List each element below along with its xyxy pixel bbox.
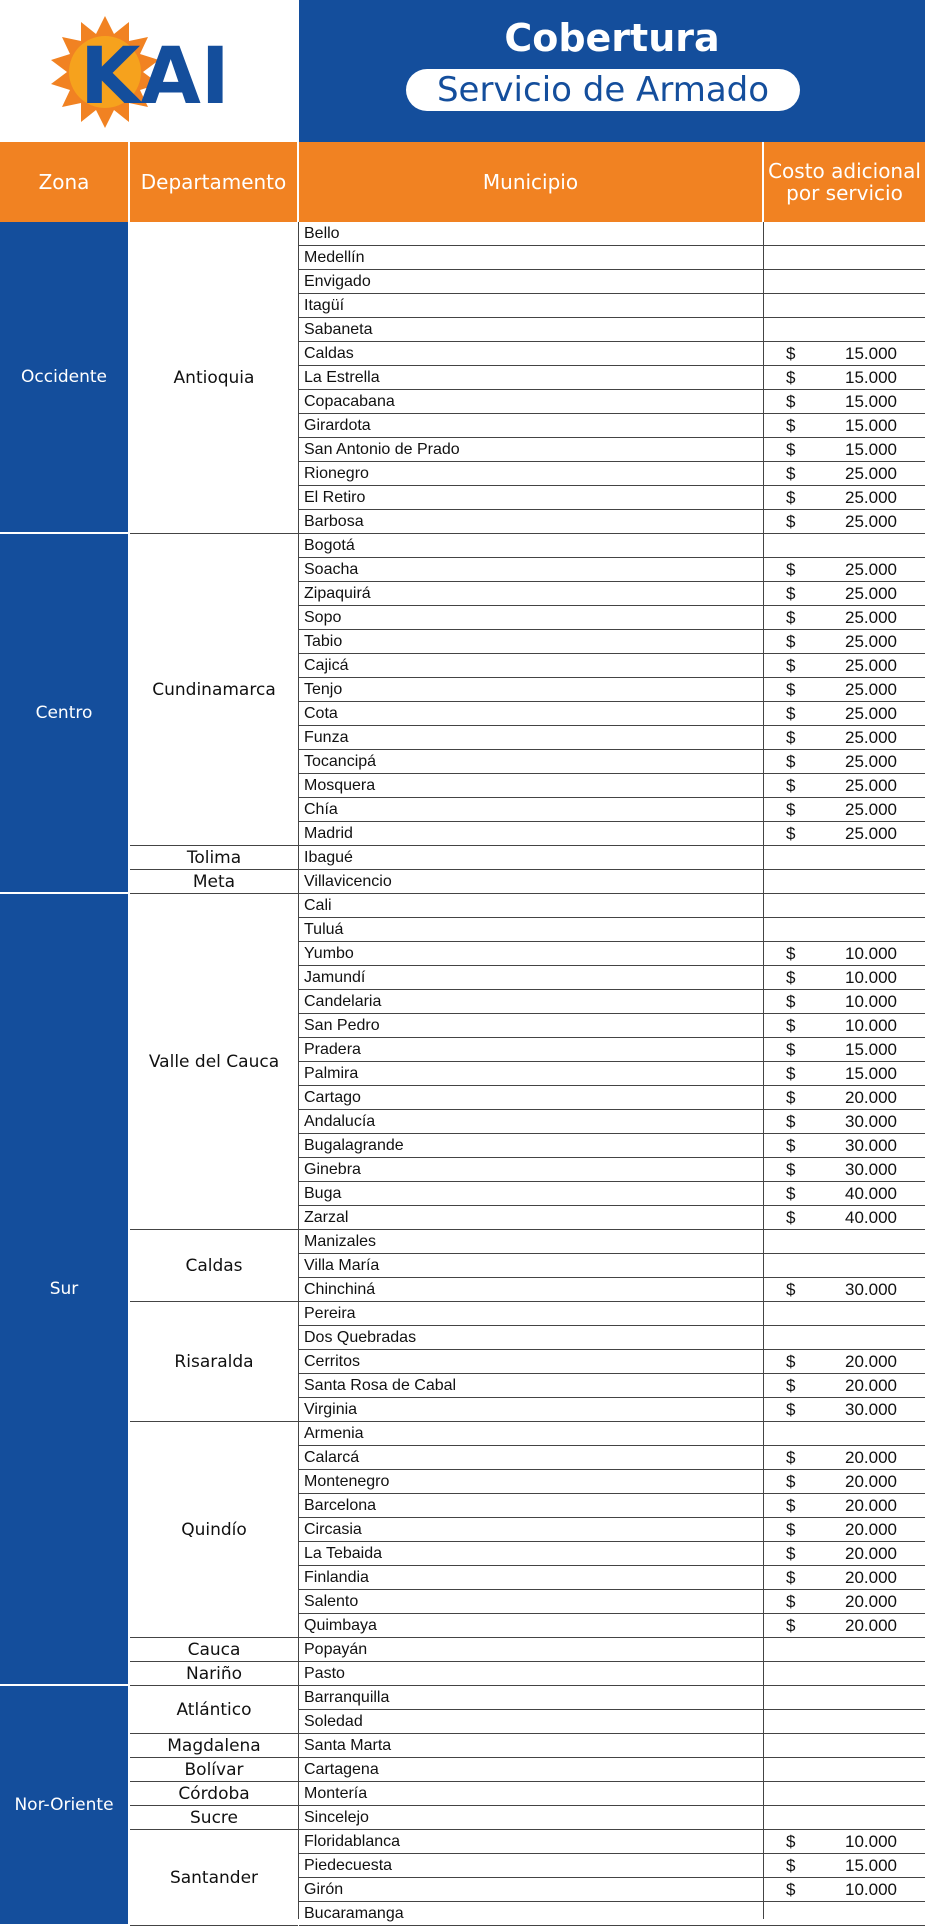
table-row xyxy=(299,1446,925,1470)
currency-symbol: $ xyxy=(786,680,796,699)
table-row xyxy=(299,342,925,366)
table-row xyxy=(299,1758,925,1782)
table-row xyxy=(299,1254,925,1278)
municipio-cell: Copacabana xyxy=(304,393,395,410)
cost-cell: 20.000 xyxy=(845,1088,897,1107)
municipio-cell: Funza xyxy=(304,729,349,746)
column-header-zona: Zona xyxy=(0,142,130,222)
cost-cell: 15.000 xyxy=(845,392,897,411)
currency-symbol: $ xyxy=(786,344,796,363)
table-row xyxy=(299,582,925,606)
municipio-cell: Armenia xyxy=(304,1425,364,1442)
cost-cell: 20.000 xyxy=(845,1592,897,1611)
currency-symbol: $ xyxy=(786,1496,796,1515)
municipio-cell: Sincelejo xyxy=(304,1809,369,1826)
table-row xyxy=(299,1614,925,1638)
divider-municipio xyxy=(298,222,299,1919)
table-row xyxy=(299,1470,925,1494)
column-header-costo: Costo adicional por servicio xyxy=(764,142,925,222)
zone-cell: Nor-Oriente xyxy=(0,1686,128,1926)
table-row xyxy=(299,726,925,750)
table-row xyxy=(299,1302,925,1326)
table-row xyxy=(299,294,925,318)
table-row xyxy=(299,750,925,774)
municipio-cell: Finlandia xyxy=(304,1569,369,1586)
currency-symbol: $ xyxy=(786,1568,796,1587)
municipio-cell: San Pedro xyxy=(304,1017,380,1034)
municipio-cell: Pradera xyxy=(304,1041,361,1058)
cost-cell: 10.000 xyxy=(845,968,897,987)
logo-text: KAI xyxy=(80,32,230,122)
currency-symbol: $ xyxy=(786,656,796,675)
currency-symbol: $ xyxy=(786,584,796,603)
municipio-cell: Soledad xyxy=(304,1713,363,1730)
cost-cell: 20.000 xyxy=(845,1352,897,1371)
currency-symbol: $ xyxy=(786,1544,796,1563)
municipio-cell: Cota xyxy=(304,705,338,722)
table-row xyxy=(299,894,925,918)
currency-symbol: $ xyxy=(786,1448,796,1467)
cost-cell: 20.000 xyxy=(845,1616,897,1635)
currency-symbol: $ xyxy=(786,992,796,1011)
currency-symbol: $ xyxy=(786,1160,796,1179)
table-row xyxy=(299,486,925,510)
cost-cell: 20.000 xyxy=(845,1520,897,1539)
municipio-cell: Cartagena xyxy=(304,1761,379,1778)
currency-symbol: $ xyxy=(786,1208,796,1227)
municipio-cell: Pereira xyxy=(304,1305,356,1322)
table-row xyxy=(299,990,925,1014)
currency-symbol: $ xyxy=(786,488,796,507)
department-cell: Meta xyxy=(130,870,298,894)
table-row xyxy=(299,1062,925,1086)
municipio-cell: Envigado xyxy=(304,273,371,290)
table-row xyxy=(299,798,925,822)
municipio-cell: Virginia xyxy=(304,1401,358,1418)
table-row xyxy=(299,1038,925,1062)
currency-symbol: $ xyxy=(786,704,796,723)
municipio-cell: Bogotá xyxy=(304,537,355,554)
department-cell: Risaralda xyxy=(130,1302,298,1422)
cost-cell: 40.000 xyxy=(845,1208,897,1227)
table-row xyxy=(299,942,925,966)
table-row xyxy=(299,1518,925,1542)
zone-cell: Occidente xyxy=(0,222,128,534)
table-row xyxy=(299,1158,925,1182)
column-header-departamento: Departamento xyxy=(130,142,299,222)
municipio-cell: Cajicá xyxy=(304,657,349,674)
table-row xyxy=(299,1854,925,1878)
municipio-cell: Tenjo xyxy=(304,681,343,698)
cost-cell: 30.000 xyxy=(845,1136,897,1155)
table-row xyxy=(299,558,925,582)
municipio-cell: Soacha xyxy=(304,561,359,578)
municipio-cell: Zipaquirá xyxy=(304,585,371,602)
table-row xyxy=(299,1350,925,1374)
municipio-cell: Ginebra xyxy=(304,1161,361,1178)
cost-cell: 10.000 xyxy=(845,992,897,1011)
table-row xyxy=(299,1110,925,1134)
municipio-cell: Tocancipá xyxy=(304,753,377,770)
currency-symbol: $ xyxy=(786,1088,796,1107)
municipio-cell: Santa Rosa de Cabal xyxy=(304,1377,457,1394)
currency-symbol: $ xyxy=(786,1184,796,1203)
department-cell: Cauca xyxy=(130,1638,298,1662)
municipio-cell: Piedecuesta xyxy=(304,1857,393,1874)
municipio-cell: La Estrella xyxy=(304,369,380,386)
table-row xyxy=(299,1782,925,1806)
cost-cell: 15.000 xyxy=(845,344,897,363)
cost-cell: 25.000 xyxy=(845,728,897,747)
cost-cell: 20.000 xyxy=(845,1376,897,1395)
municipio-cell: Floridablanca xyxy=(304,1833,401,1850)
cost-cell: 30.000 xyxy=(845,1160,897,1179)
municipio-cell: Bucaramanga xyxy=(304,1905,404,1922)
table-row xyxy=(299,1206,925,1230)
municipio-cell: Quimbaya xyxy=(304,1617,377,1634)
currency-symbol: $ xyxy=(786,1832,796,1851)
municipio-cell: Montenegro xyxy=(304,1473,390,1490)
table-row xyxy=(299,1806,925,1830)
table-row xyxy=(299,366,925,390)
zone-cell: Sur xyxy=(0,894,128,1686)
department-cell: Córdoba xyxy=(130,1782,298,1806)
department-cell: Valle del Cauca xyxy=(130,894,298,1230)
table-row xyxy=(299,702,925,726)
municipio-cell: Madrid xyxy=(304,825,353,842)
municipio-cell: Bugalagrande xyxy=(304,1137,404,1154)
currency-symbol: $ xyxy=(786,1856,796,1875)
page-title: Cobertura xyxy=(504,16,720,60)
table-row xyxy=(299,414,925,438)
currency-symbol: $ xyxy=(786,464,796,483)
department-cell: Sucre xyxy=(130,1806,298,1830)
table-row xyxy=(299,1494,925,1518)
municipio-cell: Calarcá xyxy=(304,1449,360,1466)
logo-area xyxy=(0,0,299,142)
currency-symbol: $ xyxy=(786,728,796,747)
table-row xyxy=(299,1542,925,1566)
currency-symbol: $ xyxy=(786,368,796,387)
currency-symbol: $ xyxy=(786,1016,796,1035)
department-cell: Atlántico xyxy=(130,1686,298,1734)
currency-symbol: $ xyxy=(786,800,796,819)
cost-cell: 20.000 xyxy=(845,1472,897,1491)
table-row xyxy=(299,918,925,942)
cost-cell: 15.000 xyxy=(845,1856,897,1875)
table-row xyxy=(299,1422,925,1446)
currency-symbol: $ xyxy=(786,968,796,987)
currency-symbol: $ xyxy=(786,1352,796,1371)
cost-cell: 15.000 xyxy=(845,440,897,459)
currency-symbol: $ xyxy=(786,608,796,627)
cost-cell: 40.000 xyxy=(845,1184,897,1203)
municipio-cell: Barcelona xyxy=(304,1497,377,1514)
department-cell: Nariño xyxy=(130,1662,298,1686)
department-cell: Antioquia xyxy=(130,222,298,534)
cost-cell: 25.000 xyxy=(845,704,897,723)
municipio-cell: Chía xyxy=(304,801,338,818)
cost-cell: 25.000 xyxy=(845,800,897,819)
municipio-cell: Yumbo xyxy=(304,945,354,962)
currency-symbol: $ xyxy=(786,1376,796,1395)
table-row xyxy=(299,1662,925,1686)
cost-cell: 25.000 xyxy=(845,560,897,579)
currency-symbol: $ xyxy=(786,1040,796,1059)
divider-costo xyxy=(763,222,764,1919)
cost-cell: 25.000 xyxy=(845,608,897,627)
currency-symbol: $ xyxy=(786,824,796,843)
table-row xyxy=(299,846,925,870)
table-row xyxy=(299,1590,925,1614)
municipio-cell: Tuluá xyxy=(304,921,344,938)
currency-symbol: $ xyxy=(786,1592,796,1611)
table-row xyxy=(299,318,925,342)
currency-symbol: $ xyxy=(786,1136,796,1155)
municipio-cell: San Antonio de Prado xyxy=(304,441,460,458)
municipio-cell: Sopo xyxy=(304,609,342,626)
currency-symbol: $ xyxy=(786,440,796,459)
cost-cell: 30.000 xyxy=(845,1400,897,1419)
table-row xyxy=(299,1230,925,1254)
municipio-cell: El Retiro xyxy=(304,489,366,506)
municipio-cell: Cali xyxy=(304,897,332,914)
column-header-municipio: Municipio xyxy=(299,142,764,222)
municipio-cell: Villa María xyxy=(304,1257,380,1274)
cost-cell: 10.000 xyxy=(845,1880,897,1899)
municipio-cell: Villavicencio xyxy=(304,873,392,890)
cost-cell: 30.000 xyxy=(845,1112,897,1131)
table-row xyxy=(299,1710,925,1734)
department-cell: Magdalena xyxy=(130,1734,298,1758)
municipio-cell: Rionegro xyxy=(304,465,369,482)
table-row xyxy=(299,246,925,270)
table-row xyxy=(299,1566,925,1590)
table-row xyxy=(299,1878,925,1902)
cost-cell: 20.000 xyxy=(845,1568,897,1587)
zone-cell: Centro xyxy=(0,534,128,894)
currency-symbol: $ xyxy=(786,776,796,795)
department-cell: Bolívar xyxy=(130,1758,298,1782)
cost-cell: 25.000 xyxy=(845,488,897,507)
municipio-cell: Mosquera xyxy=(304,777,376,794)
cost-cell: 10.000 xyxy=(845,1016,897,1035)
table-row xyxy=(299,678,925,702)
municipio-cell: Tabio xyxy=(304,633,343,650)
table-row xyxy=(299,1398,925,1422)
table-row xyxy=(299,606,925,630)
cost-cell: 25.000 xyxy=(845,512,897,531)
municipio-cell: Pasto xyxy=(304,1665,345,1682)
table-row xyxy=(299,870,925,894)
department-cell: Cundinamarca xyxy=(130,534,298,846)
municipio-cell: Jamundí xyxy=(304,969,366,986)
municipio-cell: La Tebaida xyxy=(304,1545,382,1562)
table-row xyxy=(299,1014,925,1038)
currency-symbol: $ xyxy=(786,392,796,411)
department-cell: Tolima xyxy=(130,846,298,870)
cost-cell: 20.000 xyxy=(845,1544,897,1563)
table-row xyxy=(299,1182,925,1206)
kai-logo xyxy=(0,0,299,142)
currency-symbol: $ xyxy=(786,1112,796,1131)
cost-cell: 25.000 xyxy=(845,656,897,675)
currency-symbol: $ xyxy=(786,416,796,435)
cost-cell: 10.000 xyxy=(845,944,897,963)
table-row xyxy=(299,1638,925,1662)
municipio-cell: Caldas xyxy=(304,345,354,362)
municipio-cell: Medellín xyxy=(304,249,365,266)
municipio-cell: Palmira xyxy=(304,1065,359,1082)
municipio-cell: Chinchiná xyxy=(304,1281,376,1298)
municipio-cell: Girardota xyxy=(304,417,371,434)
table-row xyxy=(299,630,925,654)
table-row xyxy=(299,510,925,534)
municipio-cell: Zarzal xyxy=(304,1209,349,1226)
municipio-cell: Salento xyxy=(304,1593,359,1610)
municipio-cell: Barbosa xyxy=(304,513,364,530)
currency-symbol: $ xyxy=(786,944,796,963)
municipio-cell: Popayán xyxy=(304,1641,368,1658)
table-row xyxy=(299,1734,925,1758)
table-row xyxy=(299,966,925,990)
cost-cell: 25.000 xyxy=(845,632,897,651)
table-row xyxy=(299,1086,925,1110)
municipio-cell: Girón xyxy=(304,1881,344,1898)
table-row xyxy=(299,1278,925,1302)
department-cell: Quindío xyxy=(130,1422,298,1638)
title-area xyxy=(299,0,925,142)
cost-cell: 20.000 xyxy=(845,1448,897,1467)
cost-cell: 25.000 xyxy=(845,824,897,843)
currency-symbol: $ xyxy=(786,1400,796,1419)
table-row xyxy=(299,222,925,246)
municipio-cell: Cerritos xyxy=(304,1353,361,1370)
currency-symbol: $ xyxy=(786,1064,796,1083)
municipio-cell: Santa Marta xyxy=(304,1737,392,1754)
cost-cell: 25.000 xyxy=(845,464,897,483)
table-row xyxy=(299,1686,925,1710)
currency-symbol: $ xyxy=(786,1880,796,1899)
currency-symbol: $ xyxy=(786,752,796,771)
currency-symbol: $ xyxy=(786,1616,796,1635)
cost-cell: 15.000 xyxy=(845,416,897,435)
currency-symbol: $ xyxy=(786,1472,796,1491)
cost-cell: 30.000 xyxy=(845,1280,897,1299)
municipio-cell: Sabaneta xyxy=(304,321,373,338)
cost-cell: 15.000 xyxy=(845,1064,897,1083)
municipio-cell: Montería xyxy=(304,1785,368,1802)
header xyxy=(0,0,925,142)
currency-symbol: $ xyxy=(786,632,796,651)
currency-symbol: $ xyxy=(786,1280,796,1299)
cost-cell: 20.000 xyxy=(845,1496,897,1515)
municipio-cell: Manizales xyxy=(304,1233,377,1250)
municipio-cell: Andalucía xyxy=(304,1113,376,1130)
cost-cell: 25.000 xyxy=(845,752,897,771)
table-row xyxy=(299,270,925,294)
cost-cell: 10.000 xyxy=(845,1832,897,1851)
table-row xyxy=(299,822,925,846)
table-row xyxy=(299,654,925,678)
currency-symbol: $ xyxy=(786,512,796,531)
department-cell: Caldas xyxy=(130,1230,298,1302)
municipio-cell: Buga xyxy=(304,1185,342,1202)
municipio-cell: Circasia xyxy=(304,1521,362,1538)
currency-symbol: $ xyxy=(786,560,796,579)
table-row xyxy=(299,774,925,798)
currency-symbol: $ xyxy=(786,1520,796,1539)
municipio-cell: Barranquilla xyxy=(304,1689,390,1706)
municipio-cell: Candelaria xyxy=(304,993,382,1010)
cost-cell: 25.000 xyxy=(845,680,897,699)
department-cell: Santander xyxy=(130,1830,298,1926)
municipio-cell: Dos Quebradas xyxy=(304,1329,417,1346)
municipio-cell: Ibagué xyxy=(304,849,353,866)
table-row xyxy=(299,462,925,486)
cost-cell: 15.000 xyxy=(845,368,897,387)
cost-cell: 25.000 xyxy=(845,584,897,603)
page-subtitle: Servicio de Armado xyxy=(406,69,800,111)
municipio-cell: Bello xyxy=(304,225,340,242)
municipio-cell: Itagüí xyxy=(304,297,345,314)
municipio-cell: Cartago xyxy=(304,1089,361,1106)
table-row xyxy=(299,534,925,558)
cost-cell: 15.000 xyxy=(845,1040,897,1059)
cost-cell: 25.000 xyxy=(845,776,897,795)
